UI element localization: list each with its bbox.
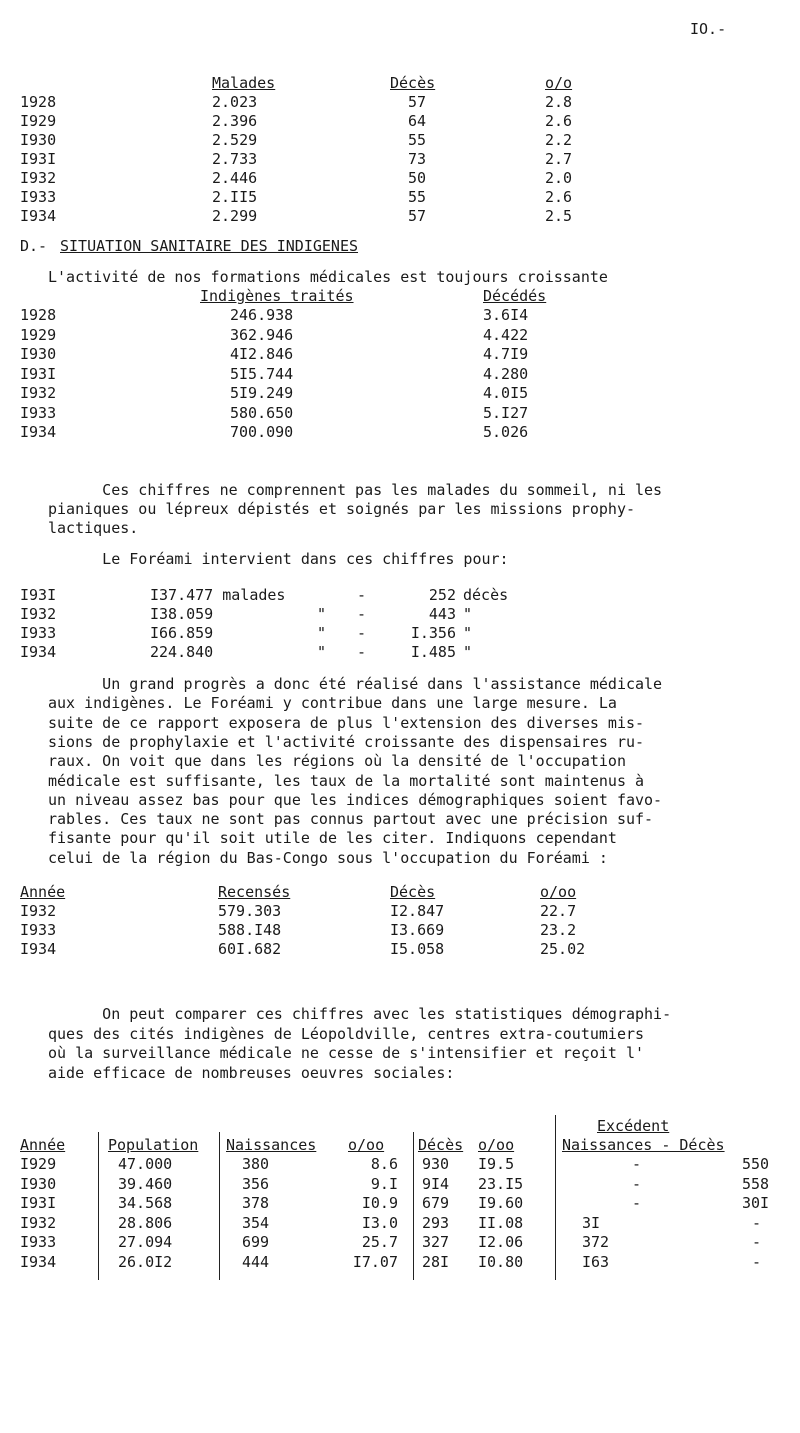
ditto-mark: "	[317, 624, 327, 642]
malades-cell: I37.477 malades	[150, 586, 286, 604]
header-recenses: Recensés	[218, 883, 291, 901]
pct-cell: 25.02	[540, 940, 586, 958]
table-divider	[413, 1132, 414, 1280]
year-cell: I929	[20, 1155, 57, 1173]
recenses-cell: 588.I48	[218, 921, 282, 939]
indigenes-cell: 700.090	[230, 423, 294, 441]
deces-cell: 28I	[422, 1252, 450, 1271]
decedes-cell: 4.422	[483, 325, 529, 344]
naissances-pct-cell: 25.7	[361, 1233, 398, 1251]
deces-cell: I.356	[410, 624, 456, 642]
malades-cell: 224.840	[150, 643, 214, 661]
pct-cell: 2.6	[545, 112, 573, 130]
deces-label-cell: "	[463, 605, 473, 623]
excedent-naissances-cell: -	[632, 1155, 642, 1173]
deces-cell: 679	[422, 1194, 450, 1212]
year-cell: 1928	[20, 306, 57, 324]
header-deces: Décès	[418, 1136, 464, 1154]
year-cell: I932	[20, 384, 57, 402]
excedent-deces-cell: 558	[742, 1174, 770, 1193]
excedent-deces-cell: -	[752, 1252, 762, 1271]
naissances-pct-cell: 9.I	[370, 1174, 398, 1193]
dash-mark: -	[357, 643, 367, 661]
dash-mark: -	[357, 624, 367, 642]
header-annee: Année	[20, 1136, 66, 1154]
text-line: Un grand progrès a donc été réalisé dans l'assistance médicale	[48, 675, 663, 693]
naissances-cell: 356	[242, 1174, 270, 1193]
header-deces-pct: o/oo	[478, 1136, 515, 1154]
pct-cell: 2.0	[545, 169, 573, 187]
decedes-cell: 4.7I9	[483, 345, 529, 363]
excedent-deces-cell: 550	[742, 1155, 770, 1173]
header-excedent: Excédent	[597, 1117, 670, 1135]
text-line: pianiques ou lépreux dépistés et soignés par les missions prophy-	[48, 500, 635, 518]
decedes-cell: 5.I27	[483, 403, 529, 422]
malades-cell: 2.446	[212, 169, 258, 187]
year-cell: I932	[20, 169, 57, 187]
indigenes-cell: 580.650	[230, 403, 294, 422]
header-excedent-detail: Naissances - Décès	[562, 1136, 725, 1154]
excedent-naissances-cell: 3I	[582, 1213, 601, 1232]
year-cell: I93I	[20, 1194, 57, 1212]
indigenes-cell: 362.946	[230, 325, 294, 344]
population-cell: 26.0I2	[118, 1252, 173, 1271]
header-malades: Malades	[212, 74, 276, 92]
year-cell: I930	[20, 1174, 57, 1193]
year-cell: I93I	[20, 586, 57, 604]
header-population: Population	[108, 1136, 199, 1154]
indigenes-cell: 5I9.249	[230, 384, 294, 402]
deces-cell: I.485	[410, 643, 456, 661]
year-cell: I933	[20, 1233, 57, 1251]
year-cell: I93I	[20, 364, 57, 383]
pct-cell: 2.8	[545, 93, 573, 111]
text-line: aide efficace de nombreuses oeuvres sociales:	[48, 1063, 455, 1082]
text-line: un niveau assez bas pour que les indices démographiques soient favo-	[48, 790, 663, 809]
header-deces: Décès	[390, 883, 436, 901]
deces-cell: 327	[422, 1233, 450, 1251]
header-deces: Décès	[390, 74, 436, 92]
deces-pct-cell: I2.06	[478, 1233, 524, 1251]
table-divider	[555, 1115, 556, 1280]
pct-cell: 23.2	[540, 921, 577, 939]
deces-pct-cell: II.08	[478, 1213, 524, 1232]
naissances-cell: 444	[242, 1252, 270, 1271]
population-cell: 34.568	[118, 1194, 173, 1212]
year-cell: 1928	[20, 93, 57, 111]
year-cell: I932	[20, 1213, 57, 1232]
naissances-pct-cell: I0.9	[361, 1194, 398, 1212]
excedent-naissances-cell: -	[632, 1174, 642, 1193]
decedes-cell: 4.0I5	[483, 384, 529, 402]
text-line: ques des cités indigènes de Léopoldville, centres extra-coutumiers	[48, 1024, 645, 1043]
year-cell: I932	[20, 902, 57, 920]
year-cell: I934	[20, 423, 57, 441]
text-line: médicale est suffisante, les taux de la mortalité sont maintenus à	[48, 771, 645, 790]
excedent-deces-cell: 30I	[742, 1194, 770, 1212]
naissances-cell: 378	[242, 1194, 270, 1212]
pct-cell: 2.2	[545, 131, 573, 149]
malades-cell: 2.733	[212, 150, 258, 168]
malades-cell: 2.529	[212, 131, 258, 149]
deces-pct-cell: I9.5	[478, 1155, 515, 1173]
header-annee: Année	[20, 883, 66, 901]
year-cell: I934	[20, 643, 57, 661]
section-title: SITUATION SANITAIRE DES INDIGENES	[60, 237, 359, 255]
excedent-naissances-cell: I63	[582, 1252, 610, 1271]
page-number: IO.-	[690, 20, 727, 38]
deces-cell: 9I4	[422, 1174, 450, 1193]
pct-cell: 2.5	[545, 207, 573, 225]
deces-cell: 73	[408, 150, 427, 168]
population-cell: 28.806	[118, 1213, 173, 1232]
table-divider	[98, 1132, 99, 1280]
deces-cell: 57	[408, 207, 427, 225]
deces-cell: 57	[408, 93, 427, 111]
excedent-naissances-cell: 372	[582, 1233, 610, 1251]
header-pct: o/oo	[540, 883, 577, 901]
deces-cell: 443	[428, 605, 456, 623]
excedent-deces-cell: -	[752, 1213, 762, 1232]
population-cell: 27.094	[118, 1233, 173, 1251]
year-cell: I930	[20, 345, 57, 363]
year-cell: I933	[20, 921, 57, 939]
year-cell: I930	[20, 131, 57, 149]
header-naissances-pct: o/oo	[348, 1136, 385, 1154]
text-line: On peut comparer ces chiffres avec les statistiques démographi-	[48, 1005, 672, 1023]
text-line: celui de la région du Bas-Congo sous l'occupation du Foréami :	[48, 848, 608, 867]
dash-mark: -	[357, 586, 367, 604]
deces-cell: I5.058	[390, 940, 445, 958]
deces-cell: 252	[428, 586, 456, 604]
deces-cell: 55	[408, 131, 427, 149]
decedes-cell: 5.026	[483, 423, 529, 441]
indigenes-cell: 5I5.744	[230, 364, 294, 383]
deces-pct-cell: 23.I5	[478, 1174, 524, 1193]
recenses-cell: 60I.682	[218, 940, 282, 958]
text-line: fisante pour qu'il soit utile de les citer. Indiquons cependant	[48, 829, 617, 848]
year-cell: 1929	[20, 325, 57, 344]
header-naissances: Naissances	[226, 1136, 317, 1154]
text-line: sions de prophylaxie et l'activité croissante des dispensaires ru-	[48, 732, 645, 751]
header-indigenes-traites: Indigènes traités	[200, 287, 354, 305]
malades-cell: 2.299	[212, 207, 258, 225]
year-cell: I933	[20, 624, 57, 642]
pct-cell: 2.6	[545, 188, 573, 206]
pct-cell: 2.7	[545, 150, 573, 168]
decedes-cell: 3.6I4	[483, 306, 529, 324]
intro-line: L'activité de nos formations médicales est toujours croissante	[48, 268, 608, 286]
naissances-pct-cell: I7.07	[352, 1252, 398, 1271]
text-line: Ces chiffres ne comprennent pas les malades du sommeil, ni les	[48, 481, 663, 499]
deces-cell: I3.669	[390, 921, 445, 939]
naissances-pct-cell: I3.0	[361, 1213, 398, 1232]
text-line: suite de ce rapport exposera de plus l'extension des diverses mis-	[48, 713, 645, 732]
deces-pct-cell: I0.80	[478, 1252, 524, 1271]
pct-cell: 22.7	[540, 902, 577, 920]
malades-cell: 2.023	[212, 93, 258, 111]
excedent-deces-cell: -	[752, 1233, 762, 1251]
excedent-naissances-cell: -	[632, 1194, 642, 1212]
text-line: lactiques.	[48, 519, 139, 537]
ditto-mark: "	[317, 605, 327, 623]
text-line: où la surveillance médicale ne cesse de s'intensifier et reçoit l'	[48, 1044, 645, 1062]
year-cell: I932	[20, 605, 57, 623]
malades-cell: 2.396	[212, 112, 258, 130]
deces-cell: 930	[422, 1155, 450, 1173]
malades-cell: I66.859	[150, 624, 214, 642]
malades-cell: I38.059	[150, 605, 214, 623]
section-prefix: D.-	[20, 237, 48, 255]
naissances-cell: 380	[242, 1155, 270, 1173]
text-line: raux. On voit que dans les régions où la densité de l'occupation	[48, 752, 626, 771]
year-cell: I933	[20, 188, 57, 206]
year-cell: I93I	[20, 150, 57, 168]
deces-label-cell: "	[463, 624, 473, 642]
recenses-cell: 579.303	[218, 902, 282, 920]
year-cell: I934	[20, 207, 57, 225]
year-cell: I934	[20, 940, 57, 958]
header-pct: o/o	[545, 74, 573, 92]
population-cell: 39.460	[118, 1174, 173, 1193]
indigenes-cell: 4I2.846	[230, 345, 294, 363]
foreami-line: Le Foréami intervient dans ces chiffres pour:	[48, 550, 509, 568]
deces-cell: 55	[408, 188, 427, 206]
dash-mark: -	[357, 605, 367, 623]
deces-label-cell: "	[463, 643, 473, 661]
naissances-pct-cell: 8.6	[370, 1155, 398, 1173]
malades-cell: 2.II5	[212, 188, 258, 206]
deces-cell: 64	[408, 112, 427, 130]
deces-label-cell: décès	[463, 586, 509, 604]
naissances-cell: 354	[242, 1213, 270, 1232]
deces-pct-cell: I9.60	[478, 1194, 524, 1212]
header-decedes: Décédés	[483, 287, 547, 305]
text-line: aux indigènes. Le Foréami y contribue dans une large mesure. La	[48, 694, 617, 713]
deces-cell: I2.847	[390, 902, 445, 920]
ditto-mark: "	[317, 643, 327, 661]
naissances-cell: 699	[242, 1233, 270, 1251]
year-cell: I929	[20, 112, 57, 130]
population-cell: 47.000	[118, 1155, 173, 1173]
year-cell: I934	[20, 1252, 57, 1271]
year-cell: I933	[20, 403, 57, 422]
decedes-cell: 4.280	[483, 364, 529, 383]
deces-cell: 293	[422, 1213, 450, 1232]
deces-cell: 50	[408, 169, 427, 187]
indigenes-cell: 246.938	[230, 306, 294, 324]
text-line: rables. Ces taux ne sont pas connus partout avec une précision suf-	[48, 810, 654, 829]
